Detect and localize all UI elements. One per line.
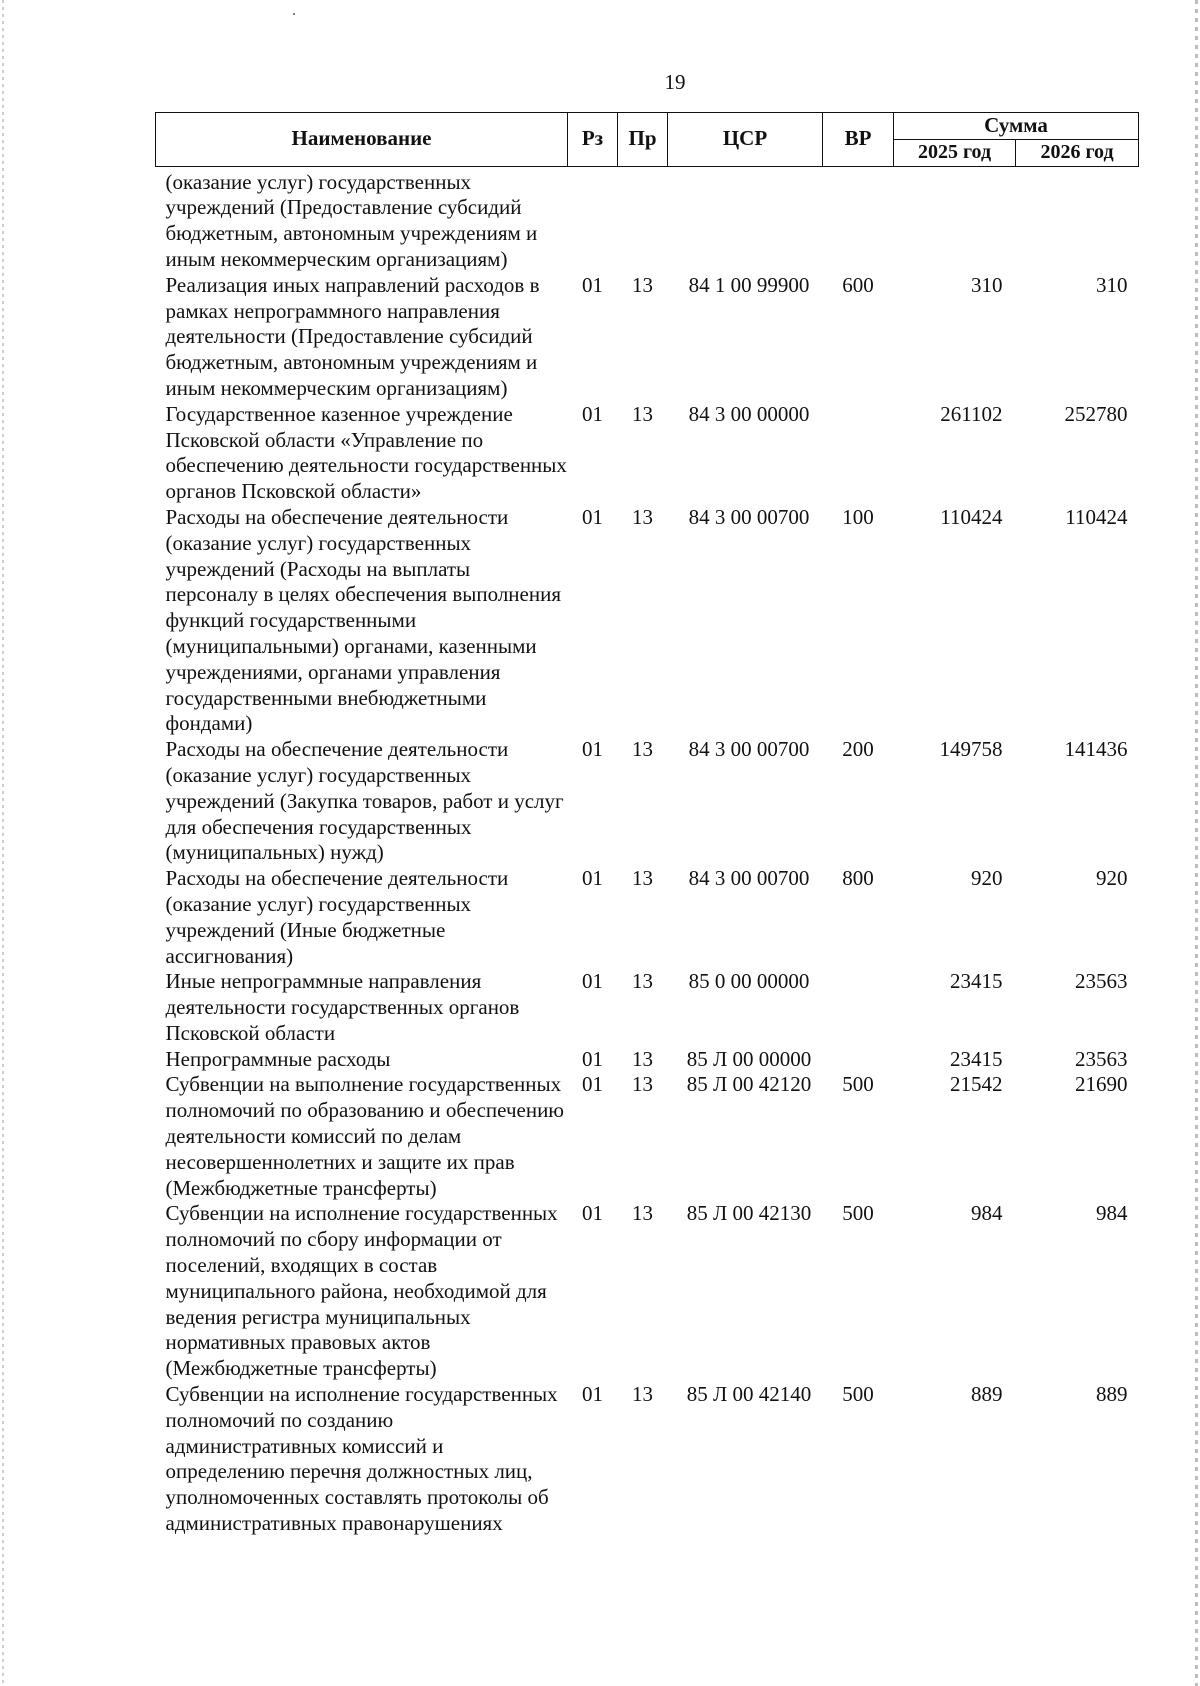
cell-vr bbox=[823, 166, 894, 273]
table-row bbox=[156, 969, 1139, 1046]
table-row bbox=[156, 737, 1139, 866]
cell-sum-2026 bbox=[1016, 166, 1139, 273]
cell-csr: 84 3 00 00700 bbox=[688, 866, 810, 891]
cell-name: Субвенции на выполнение государственных полномочий по образованию и обеспечению деятельности комиссий по делам несовершеннолетних и защите их прав (Межбюджетные трансферты) bbox=[165, 1072, 564, 1200]
cell-sum-2025: 261102 bbox=[940, 401, 1003, 426]
header-sum: Сумма bbox=[894, 113, 1139, 140]
cell-rz: 01 bbox=[582, 1382, 603, 1407]
cell-pr: 13 bbox=[632, 969, 653, 994]
cell-name: Иные непрограммные направления деятельности государственных органов Псковской области bbox=[165, 969, 520, 1045]
table-header bbox=[156, 113, 1139, 167]
header-rz: Рз bbox=[568, 113, 618, 167]
cell-name: Непрограммные расходы bbox=[165, 1046, 391, 1071]
cell-sum-2026: 889 bbox=[1096, 1382, 1128, 1407]
cell-pr: 13 bbox=[632, 272, 653, 297]
header-pr: Пр bbox=[618, 113, 668, 167]
cell-csr bbox=[668, 166, 823, 273]
cell-name: Реализация иных направлений расходов в рамках непрограммного направления деятельности (Предоставление субсидий бюджетным, автономным учреждениям и иным некоммерческим организациям) bbox=[165, 272, 540, 400]
table-row bbox=[156, 1072, 1139, 1201]
cell-vr: 500 bbox=[842, 1072, 874, 1097]
table-row bbox=[156, 1047, 1139, 1073]
cell-rz: 01 bbox=[582, 969, 603, 994]
cell-csr: 85 Л 00 42120 bbox=[686, 1072, 812, 1097]
cell-csr: 84 3 00 00000 bbox=[688, 401, 810, 426]
scan-edge-right bbox=[1195, 0, 1198, 1686]
table-row bbox=[156, 505, 1139, 737]
cell-sum-2025: 23415 bbox=[950, 1046, 1003, 1071]
cell-pr: 13 bbox=[632, 1072, 653, 1097]
cell-pr: 13 bbox=[632, 737, 653, 762]
cell-sum-2026: 252780 bbox=[1064, 401, 1128, 426]
cell-vr: 200 bbox=[842, 737, 874, 762]
table-row bbox=[156, 166, 1139, 273]
cell-rz: 01 bbox=[582, 401, 603, 426]
cell-pr: 13 bbox=[632, 866, 653, 891]
header-vr: ВР bbox=[823, 113, 894, 167]
cell-csr: 85 0 00 00000 bbox=[688, 969, 810, 994]
cell-csr: 85 Л 00 42130 bbox=[686, 1201, 812, 1226]
cell-sum-2026: 920 bbox=[1096, 866, 1128, 891]
cell-vr: 500 bbox=[842, 1201, 874, 1226]
cell-sum-2026: 23563 bbox=[1075, 1046, 1128, 1071]
scan-edge-left bbox=[2, 0, 4, 1686]
table-row bbox=[156, 1201, 1139, 1382]
cell-rz: 01 bbox=[582, 1201, 603, 1226]
cell-name: Субвенции на исполнение государственных полномочий по созданию административных комиссий и определению перечня должностных лиц, уполномоченных составлять протоколы об административных правонарушениях bbox=[165, 1382, 558, 1536]
cell-sum-2026: 141436 bbox=[1064, 737, 1128, 762]
budget-table bbox=[155, 112, 1139, 1537]
cell-pr: 13 bbox=[632, 401, 653, 426]
cell-rz bbox=[568, 166, 618, 273]
cell-vr bbox=[823, 1047, 894, 1073]
cell-sum-2025: 920 bbox=[971, 866, 1003, 891]
cell-sum-2025 bbox=[894, 166, 1016, 273]
cell-sum-2025: 110424 bbox=[940, 504, 1003, 529]
cell-sum-2025: 149758 bbox=[939, 737, 1003, 762]
cell-vr: 500 bbox=[842, 1382, 874, 1407]
cell-sum-2025: 984 bbox=[971, 1201, 1003, 1226]
cell-rz: 01 bbox=[582, 1072, 603, 1097]
cell-sum-2026: 23563 bbox=[1075, 969, 1128, 994]
table-row bbox=[156, 273, 1139, 402]
cell-vr bbox=[823, 402, 894, 505]
cell-name: Расходы на обеспечение деятельности (оказание услуг) государственных учреждений (Закупка товаров, работ и услуг для обеспечения государственных (муниципальных) нужд) bbox=[165, 737, 564, 865]
header-year-2026: 2026 год bbox=[1016, 139, 1139, 166]
cell-sum-2025: 889 bbox=[971, 1382, 1003, 1407]
cell-name: Расходы на обеспечение деятельности (оказание услуг) государственных учреждений (Расходы на выплаты персоналу в целях обеспечения выполнения функций государственными (муниципальными) органами, казенными учреждениями, органами управления государственными внебюджетными фондами) bbox=[165, 504, 562, 736]
cell-vr: 100 bbox=[842, 504, 874, 529]
cell-vr: 800 bbox=[842, 866, 874, 891]
cell-sum-2026: 984 bbox=[1096, 1201, 1128, 1226]
cell-rz: 01 bbox=[582, 866, 603, 891]
cell-sum-2026: 110424 bbox=[1065, 504, 1128, 529]
cell-pr: 13 bbox=[632, 1382, 653, 1407]
cell-rz: 01 bbox=[582, 272, 603, 297]
cell-csr: 84 1 00 99900 bbox=[688, 272, 810, 297]
scan-speck bbox=[293, 13, 295, 15]
header-name: Наименование bbox=[156, 113, 568, 167]
cell-name: Субвенции на исполнение государственных полномочий по сбору информации от поселений, входящих в состав муниципального района, необходимой для ведения регистра муниципальных нормативных правовых актов (Межбюджетные трансферты) bbox=[165, 1201, 558, 1381]
table-row bbox=[156, 1382, 1139, 1537]
cell-csr: 84 3 00 00700 bbox=[688, 737, 810, 762]
header-year-2025: 2025 год bbox=[894, 139, 1016, 166]
cell-csr: 84 3 00 00700 bbox=[688, 504, 810, 529]
cell-sum-2026: 21690 bbox=[1075, 1072, 1128, 1097]
page-number: 19 bbox=[664, 70, 686, 94]
cell-pr: 13 bbox=[632, 504, 653, 529]
cell-sum-2025: 21542 bbox=[950, 1072, 1003, 1097]
cell-pr: 13 bbox=[632, 1201, 653, 1226]
cell-name: Расходы на обеспечение деятельности (оказание услуг) государственных учреждений (Иные бюджетные ассигнования) bbox=[165, 866, 509, 968]
cell-sum-2025: 310 bbox=[971, 272, 1003, 297]
cell-name: Государственное казенное учреждение Псковской области «Управление по обеспечению деятельности государственных органов Псковской области» bbox=[165, 401, 567, 504]
cell-sum-2025: 23415 bbox=[950, 969, 1003, 994]
cell-rz: 01 bbox=[582, 504, 603, 529]
cell-csr: 85 Л 00 42140 bbox=[686, 1382, 812, 1407]
cell-vr: 600 bbox=[842, 272, 874, 297]
cell-pr bbox=[618, 166, 668, 273]
cell-pr: 13 bbox=[632, 1046, 653, 1071]
cell-rz: 01 bbox=[582, 1046, 603, 1071]
table-row bbox=[156, 866, 1139, 969]
cell-csr: 85 Л 00 00000 bbox=[686, 1046, 812, 1071]
header-csr: ЦСР bbox=[668, 113, 823, 167]
cell-name: (оказание услуг) государственных учреждений (Предоставление субсидий бюджетным, автономным учреждениям и иным некоммерческим организациям) bbox=[165, 169, 538, 271]
cell-rz: 01 bbox=[582, 737, 603, 762]
cell-vr bbox=[823, 969, 894, 1046]
cell-sum-2026: 310 bbox=[1096, 272, 1128, 297]
table-body bbox=[156, 166, 1139, 1537]
table-row bbox=[156, 402, 1139, 505]
